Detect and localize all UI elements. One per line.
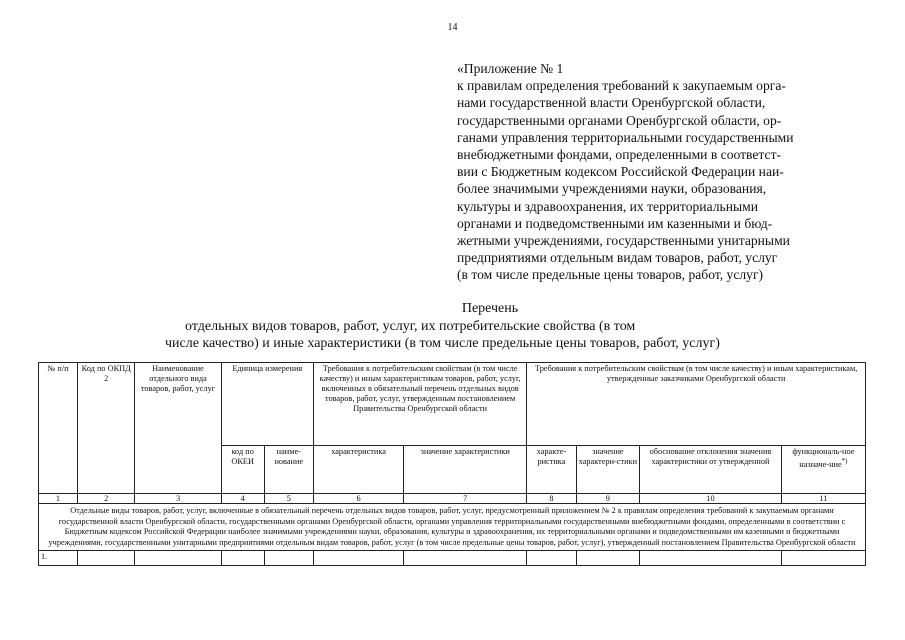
purpose-label: функциональ-ное назначе-ние [792, 447, 855, 469]
table-cell [264, 551, 313, 566]
appendix-line: органами и подведомственными им казенными и бюд- [457, 215, 773, 231]
column-number: 11 [781, 494, 865, 504]
appendix-line: нами государственной власти Оренбургской области, [457, 95, 766, 111]
table-cell [527, 551, 576, 566]
header-customer-characteristic: характе-ристика [527, 446, 576, 494]
column-number: 2 [77, 494, 134, 504]
table-header-row [39, 363, 866, 446]
table-row [39, 551, 866, 566]
header-okei-code: код по ОКЕИ [221, 446, 264, 494]
column-number: 5 [264, 494, 313, 504]
column-number: 7 [404, 494, 527, 504]
appendix-line: (в том числе предельные цены товаров, работ, услуг) [457, 267, 764, 283]
header-functional-purpose [781, 446, 865, 494]
column-number: 8 [527, 494, 576, 504]
row-number: 1. [39, 551, 78, 566]
column-number-row [39, 494, 866, 504]
column-number: 10 [640, 494, 782, 504]
table-cell [313, 551, 403, 566]
appendix-line: предприятиями отдельным видам товаров, работ, услуг [457, 250, 778, 266]
table-cell [640, 551, 782, 566]
title-line: отдельных видов товаров, работ, услуг, их потребительские свойства (в том [185, 318, 636, 334]
table-cell [781, 551, 865, 566]
header-government-requirements: Требования к потребительским свойствам (в том числе качеству) и иным характеристикам товаров, работ, услуг, включенных в обязательный перечень отдельных видов товаров, работ, услуг, утвержденным постановлением Правительства Оренбургской области [313, 363, 526, 446]
header-characteristic-value: значение характеристики [404, 446, 527, 494]
header-unit: Единица измерения [221, 363, 313, 446]
title-line: числе качество) и иные характеристики (в том числе предельные цены товаров, работ, услуг) [165, 336, 720, 351]
appendix-header [457, 60, 857, 284]
document-title [0, 300, 905, 353]
header-item-name: Наименование отдельного вида товаров, работ, услуг [135, 363, 221, 494]
table-cell [135, 551, 221, 566]
footnote-mark: *) [841, 458, 848, 465]
column-number: 9 [576, 494, 640, 504]
header-num: № п/п [39, 363, 78, 494]
column-number: 3 [135, 494, 221, 504]
appendix-line: внебюджетными фондами, определенными в соответст- [457, 147, 782, 163]
header-characteristic: характеристика [313, 446, 403, 494]
table-cell [404, 551, 527, 566]
title-heading: Перечень [461, 301, 519, 316]
header-deviation-justification: обоснование отклонения значения характеристики от утвержденной [640, 446, 782, 494]
column-number: 1 [39, 494, 78, 504]
column-number: 4 [221, 494, 264, 504]
page-number: 14 [447, 22, 458, 33]
column-number: 6 [313, 494, 403, 504]
header-customer-requirements: Требования к потребительским свойствам (в том числе качеству) и иным характеристикам, утвержденные заказчиками Оренбургской области [527, 363, 866, 446]
table-cell [221, 551, 264, 566]
appendix-line: культуры и здравоохранения, их территориальными [457, 198, 758, 214]
header-customer-value: значение характери-стики [576, 446, 640, 494]
appendix-line: «Приложение № 1 [457, 61, 564, 76]
table-cell [576, 551, 640, 566]
appendix-line: более значимыми учреждениями науки, образования, [457, 181, 767, 197]
appendix-line: государственными органами Оренбургской области, ор- [457, 112, 782, 128]
section-row [39, 504, 866, 551]
appendix-line: вии с Бюджетным кодексом Российской Федерации наи- [457, 164, 784, 180]
appendix-line: ганами управления территориальными государственными [457, 129, 794, 145]
requirements-table [38, 362, 866, 566]
appendix-line: жетными учреждениями, государственными унитарными [457, 233, 790, 249]
header-okpd: Код по ОКПД 2 [77, 363, 134, 494]
table-cell [77, 551, 134, 566]
section-description: Отдельные виды товаров, работ, услуг, включенные в обязательный перечень отдельных видов товаров, работ, услуг, предусмотренный приложением № 2 к правилам определения требований к закупаемым органами государственной власти Оренбургской области, государственными органами Оренбургской области, органами управления территориальными государственными внебюджетными фондами, определенными в соответствии с Бюджетным кодексом Российской Федерации наиболее значимыми учреждениями науки, образования, культуры и здравоохранения, их территориальными органами и подведомственными им казенными и бюджетными учреждениями, государственными унитарными предприятиями отдельным видам товаров, работ, услуг (в том числе предельные цены товаров, работ, услуг), утвержденный постановлением Правительства Оренбургской области [39, 504, 866, 551]
header-unit-name: наиме-нование [264, 446, 313, 494]
appendix-line: к правилам определения требований к закупаемым орга- [457, 78, 786, 94]
